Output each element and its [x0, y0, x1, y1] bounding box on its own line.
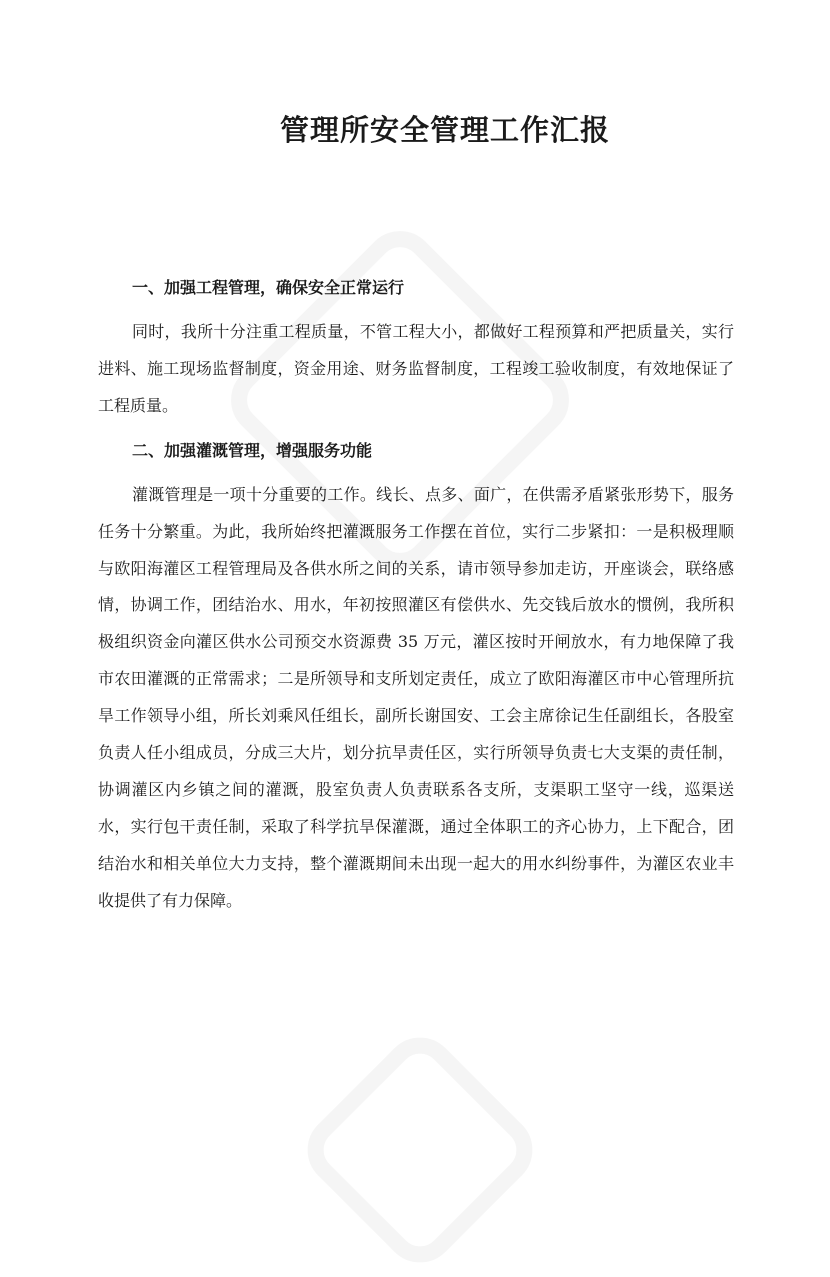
- section-paragraph: 灌溉管理是一项十分重要的工作。线长、点多、面广，在供需矛盾紧张形势下，服务任务十分繁重。为此，我所始终把灌溉服务工作摆在首位，实行二步紧扣：一是积极理顺与欧阳海灌区工程管理局及各供水所之间的关系，请市领导参加走访，开座谈会，联络感情，协调工作，团结治水、用水，年初按照灌区有偿供水、先交钱后放水的惯例，我所积极组织资金向灌区供水公司预交水资源费 35 万元，灌区按时开闸放水，有力地保障了我市农田灌溉的正常需求；二是所领导和支所划定责任，成立了欧阳海灌区市中心管理所抗旱工作领导小组，所长刘乘风任组长，副所长谢国安、工会主席徐记生任副组长，各股室负责人任小组成员，分成三大片，划分抗旱责任区，实行所领导负责七大支渠的责任制，协调灌区内乡镇之间的灌溉，股室负责人负责联系各支所，支渠职工坚守一线，巡渠送水，实行包干责任制，采取了科学抗旱保灌溉，通过全体职工的齐心协力，上下配合，团结治水和相关单位大力支持，整个灌溉期间未出现一起大的用水纠纷事件，为灌区农业丰收提供了有力保障。: [98, 484, 734, 910]
- section-heading: 一、加强工程管理，确保安全正常运行: [132, 278, 405, 297]
- document-body: [98, 270, 734, 920]
- watermark-shape: [293, 1023, 548, 1277]
- section-heading: 二、加强灌溉管理，增强服务功能: [132, 440, 373, 460]
- page-title: 管理所安全管理工作汇报: [279, 113, 610, 147]
- section-paragraph: 同时，我所十分注重工程质量，不管工程大小，都做好工程预算和严把质量关，实行进料、施工现场监督制度，资金用途、财务监督制度，工程竣工验收制度，有效地保证了工程质量。: [98, 322, 734, 415]
